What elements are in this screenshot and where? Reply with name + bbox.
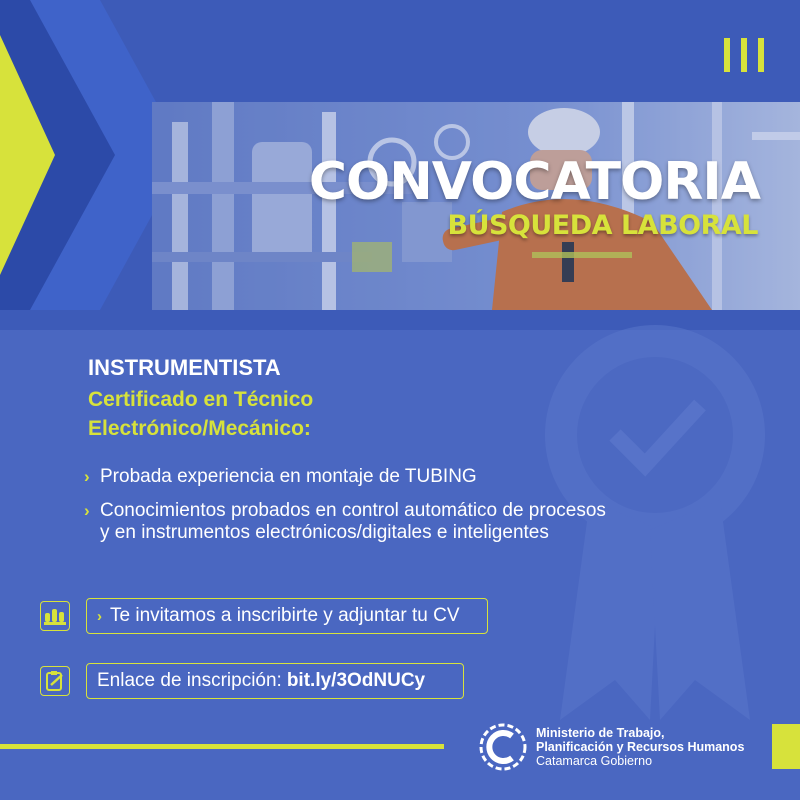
list-item <box>84 500 744 544</box>
ministry-line-3: Catamarca Gobierno <box>536 754 653 768</box>
ministry-brand <box>478 722 744 772</box>
ministry-line-2: Planificación y Recursos Humanos <box>536 740 745 754</box>
certification-line-1: Certificado en Técnico <box>88 388 314 411</box>
page-subtitle: BÚSQUEDA LABORAL <box>447 210 758 241</box>
invite-box <box>86 598 488 634</box>
ministry-name <box>536 726 744 768</box>
requirement-text: Probada experiencia en montaje de TUBING <box>100 466 477 487</box>
ministry-logo-icon <box>478 722 528 772</box>
menu-bars-icon <box>724 38 764 72</box>
invite-row <box>40 598 488 634</box>
signup-link-row <box>40 663 464 699</box>
page-title: CONVOCATORIA <box>308 152 760 212</box>
hands-raised-icon <box>40 601 70 631</box>
ministry-line-1: Ministerio de Trabajo, <box>536 726 665 740</box>
invite-text: Te invitamos a inscribirte y adjuntar tu CV <box>110 605 460 626</box>
certification-line-2: Electrónico/Mecánico: <box>88 417 311 440</box>
chevron-right-icon: › <box>97 607 102 625</box>
requirement-text: Conocimientos probados en control automático de procesos <box>100 500 606 521</box>
footer-divider <box>0 744 444 749</box>
signup-link[interactable] <box>86 663 464 699</box>
chevron-right-icon: › <box>84 501 90 520</box>
job-title: INSTRUMENTISTA <box>88 355 281 380</box>
signup-link-url[interactable]: bit.ly/3OdNUCy <box>286 670 426 691</box>
chevron-right-icon: › <box>84 467 90 486</box>
corner-accent <box>772 724 800 769</box>
job-certification <box>88 385 408 443</box>
requirement-text-cont: y en instrumentos electrónicos/digitales e inteligentes <box>100 522 549 543</box>
signup-link-label: Enlace de inscripción: <box>97 670 282 691</box>
requirements-list <box>84 466 744 556</box>
list-item <box>84 466 744 488</box>
clipboard-pen-icon <box>40 666 70 696</box>
